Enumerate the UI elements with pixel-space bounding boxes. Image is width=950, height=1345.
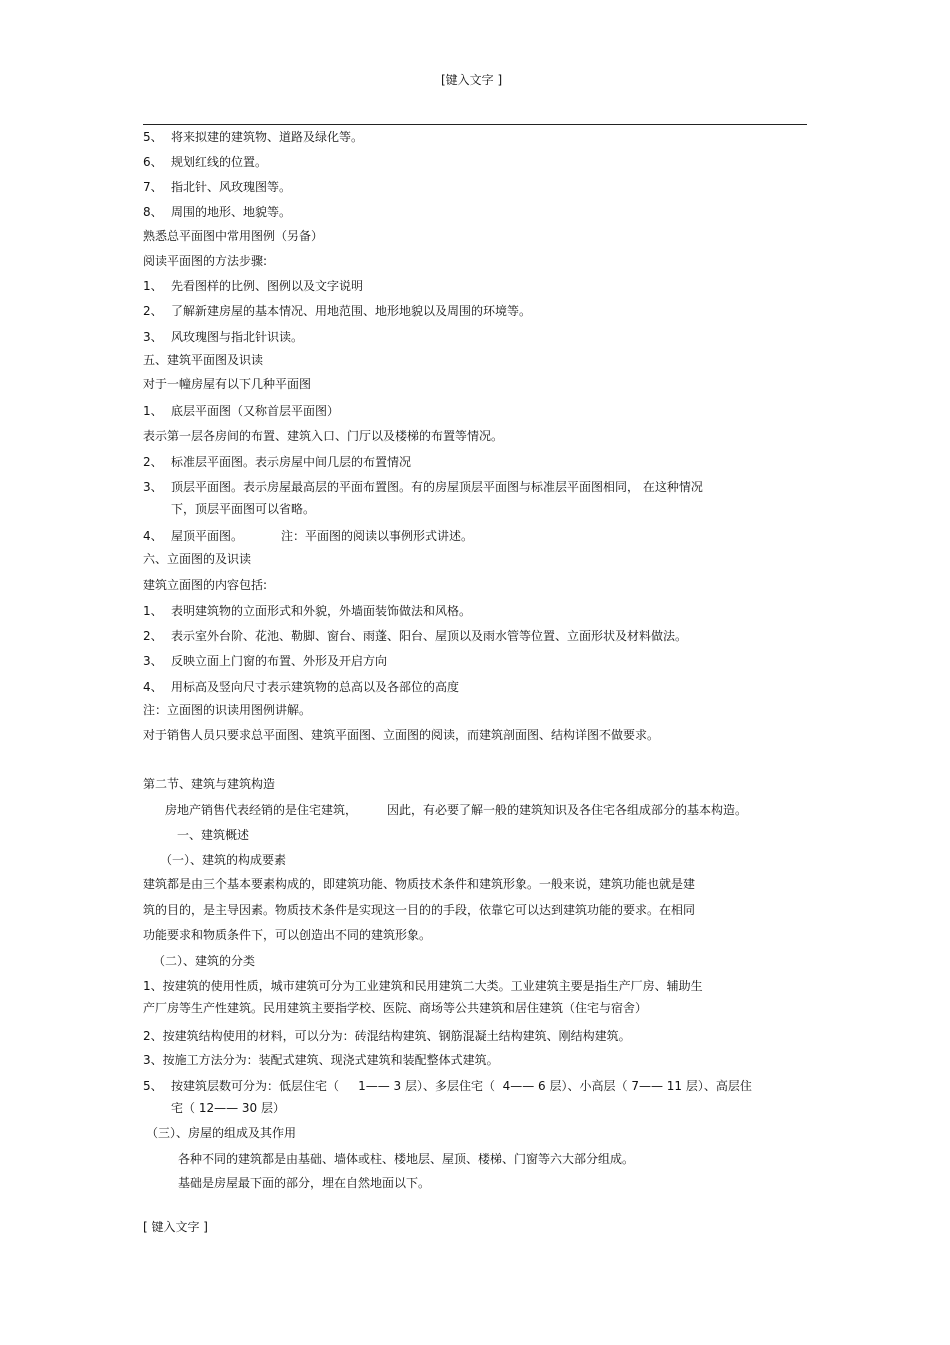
paragraph-line: 1、按建筑的使用性质，城市建筑可分为工业建筑和民用建筑二大类。工业建筑主要是指生产厂房、辅助生 xyxy=(143,979,703,993)
list-item: 4、 用标高及竖向尺寸表示建筑物的总高以及各部位的高度 xyxy=(143,680,460,694)
subsection-heading: （三）、房屋的组成及其作用 xyxy=(146,1126,297,1140)
list-item: 6、 规划红线的位置。 xyxy=(143,155,268,169)
list-item: 7、 指北针、风玫瑰图等。 xyxy=(143,180,292,194)
paragraph-line: 3、按施工方法分为：装配式建筑、现浇式建筑和装配整体式建筑。 xyxy=(143,1053,499,1067)
list-item: 5、 将来拟建的建筑物、道路及绿化等。 xyxy=(143,130,364,144)
list-item: 3、 风玫瑰图与指北针识读。 xyxy=(143,330,304,344)
list-item: 2、 标准层平面图。表示房屋中间几层的布置情况 xyxy=(143,455,412,469)
paragraph-line: 产厂房等生产性建筑。民用建筑主要指学校、医院、商场等公共建筑和居住建筑（住宅与宿舍） xyxy=(143,1001,648,1015)
legend-note: 熟悉总平面图中常用图例（另备） xyxy=(143,229,324,243)
list-item: 1、 底层平面图（又称首层平面图） xyxy=(143,404,340,418)
subsection-heading: （一）、建筑的构成要素 xyxy=(160,853,287,867)
chapter-heading: 第二节、建筑与建筑构造 xyxy=(143,777,276,791)
paragraph-line: 筑的目的，是主导因素。物质技术条件是实现这一目的的手段，依靠它可以达到建筑功能的要求。在相同 xyxy=(143,903,696,917)
steps-heading: 阅读平面图的方法步骤: xyxy=(143,254,268,268)
note: 注：立面图的识读用图例讲解。 xyxy=(143,703,312,717)
list-item: 4、 屋顶平面图。 注：平面图的阅读以事例形式讲述。 xyxy=(143,529,474,543)
subsection-heading: （二）、建筑的分类 xyxy=(153,954,256,968)
list-item: 8、 周围的地形、地貌等。 xyxy=(143,205,292,219)
paragraph: 表示第一层各房间的布置、建筑入口、门厅以及楼梯的布置等情况。 xyxy=(143,429,504,443)
paragraph-line: 建筑都是由三个基本要素构成的，即建筑功能、物质技术条件和建筑形象。一般来说，建筑功能也就是建 xyxy=(143,877,696,891)
paragraph-line: 2、按建筑结构使用的材料，可以分为：砖混结构建筑、钢筋混凝土结构建筑、刚结构建筑。 xyxy=(143,1029,631,1043)
paragraph: 建筑立面图的内容包括: xyxy=(143,578,268,592)
paragraph: 对于一幢房屋有以下几种平面图 xyxy=(143,377,312,391)
list-item: 5、 按建筑层数可分为：低层住宅（ 1—— 3 层）、多层住宅（ 4—— 6 层）、小高层（ 7—— 11 层）、高层住 xyxy=(143,1079,752,1093)
section-heading: 一、建筑概述 xyxy=(177,828,250,842)
list-item: 1、 先看图样的比例、图例以及文字说明 xyxy=(143,279,364,293)
list-item: 1、 表明建筑物的立面形式和外貌，外墙面装饰做法和风格。 xyxy=(143,604,472,618)
list-item-continuation: 下，顶层平面图可以省略。 xyxy=(171,502,316,516)
header-rule xyxy=(143,124,807,125)
page-header: [键入文字 ] xyxy=(441,73,503,87)
paragraph: 各种不同的建筑都是由基础、墙体或柱、楼地层、屋顶、楼梯、门窗等六大部分组成。 xyxy=(178,1152,635,1166)
list-item: 2、 了解新建房屋的基本情况、用地范围、地形地貌以及周围的环境等。 xyxy=(143,304,532,318)
paragraph: 房地产销售代表经销的是住宅建筑， 因此，有必要了解一般的建筑知识及各住宅各组成部分的基本构造。 xyxy=(165,803,748,817)
paragraph: 基础是房屋最下面的部分，埋在自然地面以下。 xyxy=(178,1176,431,1190)
paragraph: 对于销售人员只要求总平面图、建筑平面图、立面图的阅读，而建筑剖面图、结构详图不做要求。 xyxy=(143,728,660,742)
list-item: 3、 反映立面上门窗的布置、外形及开启方向 xyxy=(143,654,388,668)
list-item: 3、 顶层平面图。表示房屋最高层的平面布置图。有的房屋顶层平面图与标准层平面图相同， 在这种情况 xyxy=(143,480,703,494)
page-footer: [ 键入文字 ] xyxy=(143,1220,208,1234)
list-item: 2、 表示室外台阶、花池、勒脚、窗台、雨蓬、阳台、屋顶以及雨水管等位置、立面形状及材料做法。 xyxy=(143,629,688,643)
section-heading: 六、立面图的及识读 xyxy=(143,552,252,566)
list-item-continuation: 宅（ 12—— 30 层） xyxy=(171,1101,285,1115)
paragraph-line: 功能要求和物质条件下，可以创造出不同的建筑形象。 xyxy=(143,928,432,942)
section-heading: 五、建筑平面图及识读 xyxy=(143,353,264,367)
